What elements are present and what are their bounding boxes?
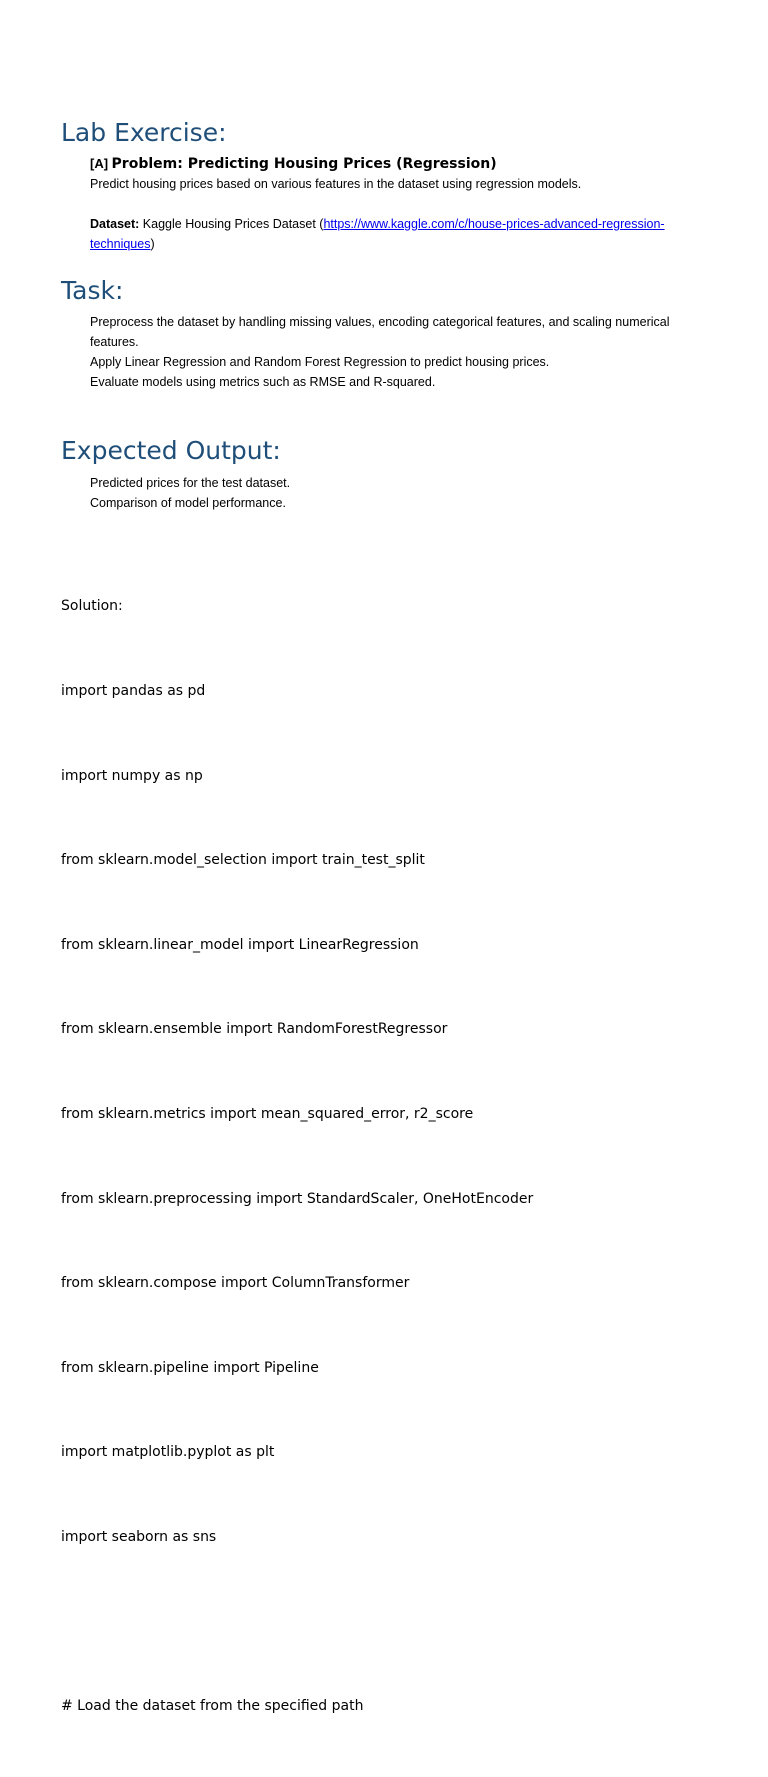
problem-block <box>90 154 690 254</box>
code-line: from sklearn.metrics import mean_squared_error, r2_score <box>61 1105 474 1122</box>
expected-output-list <box>90 473 690 513</box>
task-item: Preprocess the dataset by handling missing values, encoding categorical features, and scaling numerical features. <box>90 315 670 349</box>
code-line: import seaborn as sns <box>61 1528 217 1545</box>
solution-label: Solution: <box>61 598 123 615</box>
lab-exercise-heading: Lab Exercise: <box>61 118 227 147</box>
expected-item: Predicted prices for the test dataset. <box>90 476 291 490</box>
task-heading: Task: <box>61 276 124 305</box>
problem-title-line <box>90 154 690 174</box>
code-line: from sklearn.ensemble import RandomForestRegressor <box>61 1021 448 1038</box>
dataset-close: ) <box>150 237 155 251</box>
code-line: import numpy as np <box>61 767 203 784</box>
dataset-link-part2[interactable]: techniques <box>90 237 151 251</box>
expected-output-heading: Expected Output: <box>61 436 281 465</box>
solution-code <box>61 536 533 1777</box>
problem-title: Problem: Predicting Housing Prices (Regression) <box>111 156 497 172</box>
code-line: from sklearn.model_selection import train_test_split <box>61 852 425 869</box>
dataset-text: Kaggle Housing Prices Dataset ( <box>139 217 324 231</box>
blank-line <box>61 1608 533 1636</box>
spacer <box>90 194 690 214</box>
code-line: import pandas as pd <box>61 683 206 699</box>
dataset-link-part1[interactable]: https://www.kaggle.com/c/house-prices-advanced-regression- <box>323 217 665 231</box>
code-line: from sklearn.linear_model import LinearRegression <box>61 936 419 953</box>
dataset-line <box>90 214 690 254</box>
problem-tag: [A] <box>90 156 109 171</box>
code-line: import matplotlib.pyplot as plt <box>61 1444 275 1461</box>
dataset-label: Dataset: <box>90 217 140 231</box>
code-line: from sklearn.compose import ColumnTransformer <box>61 1275 410 1292</box>
code-line: from sklearn.preprocessing import StandardScaler, OneHotEncoder <box>61 1190 534 1207</box>
code-line: from sklearn.pipeline import Pipeline <box>61 1359 319 1376</box>
expected-item: Comparison of model performance. <box>90 496 286 510</box>
task-item: Apply Linear Regression and Random Forest Regression to predict housing prices. <box>90 355 550 369</box>
problem-description: Predict housing prices based on various features in the dataset using regression models. <box>90 177 582 191</box>
task-list <box>90 312 690 392</box>
code-comment: # Load the dataset from the specified path <box>61 1698 364 1715</box>
task-item: Evaluate models using metrics such as RMSE and R-squared. <box>90 375 436 389</box>
